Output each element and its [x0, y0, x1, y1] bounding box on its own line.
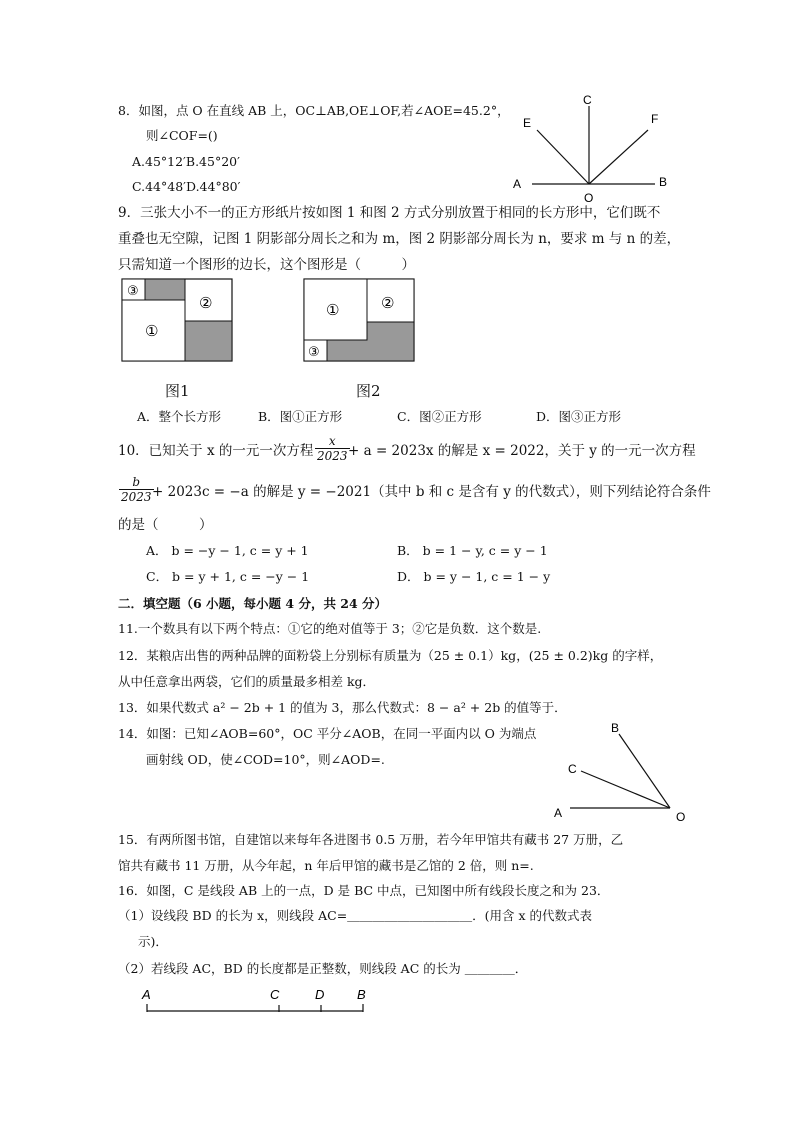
q9-figure-2: [302, 278, 416, 364]
q8-label-b: B: [659, 175, 668, 189]
q10-option-a: A． b = −y − 1, c = y + 1: [146, 543, 309, 558]
q14-label-o: O: [676, 810, 686, 824]
q8-angle-figure: [505, 88, 675, 208]
q14-line1: 14．如图：已知∠AOB=60°，OC 平分∠AOB，在同一平面内以 O 为端点: [118, 726, 537, 741]
q14-label-c: C: [568, 762, 577, 776]
q8-label-e: E: [523, 116, 532, 130]
q16-label-a: A: [142, 987, 151, 1002]
q10-fraction-1: [315, 434, 350, 463]
q9-line2: 重叠也无空隙，记图 1 阴影部分周长之和为 m，图 2 阴影部分周长为 n，要求 m 与 n 的差，: [118, 231, 681, 247]
q10-frac1-numerator: x: [315, 434, 350, 449]
q9-fig1-square-3: ③: [127, 283, 139, 298]
q9-fig1-square-1: ①: [145, 323, 159, 340]
q9-fig1-square-2: ②: [199, 295, 213, 312]
q10-frac1-denominator: 2023: [317, 449, 348, 463]
q14-label-a: A: [554, 806, 563, 820]
q9-fig2-caption: 图2: [356, 382, 381, 400]
q9-fig2-square-2: ②: [381, 295, 395, 312]
q8-options-cd: C.44°48′D.44°80′: [132, 179, 241, 194]
q8-label-a: A: [513, 177, 522, 191]
q11: 11.一个数具有以下两个特点：①它的绝对值等于 3；②它是负数．这个数是.: [118, 621, 542, 636]
q10-prefix: 10．已知关于 x 的一元一次方程: [118, 443, 314, 459]
q14-label-b: B: [611, 721, 620, 735]
q8-ask: 则∠COF=(): [146, 128, 218, 143]
q8-label-o: O: [584, 191, 594, 205]
q9-option-c: C．图②正方形: [397, 409, 482, 424]
q9-line3: 只需知道一个图形的边长，这个图形是（ ）: [118, 257, 415, 273]
q16-label-d: D: [315, 987, 325, 1002]
q14-line2: 画射线 OD，使∠COD=10°，则∠AOD=.: [146, 752, 385, 767]
q8-label-c: C: [583, 93, 592, 107]
section-2-heading: 二．填空题（6 小题，每小题 4 分，共 24 分）: [118, 596, 388, 611]
q8-options-ab: A.45°12′B.45°20′: [132, 154, 240, 169]
q10-option-b: B． b = 1 − y, c = y − 1: [397, 543, 548, 558]
q14-angle-figure: [548, 716, 698, 828]
q16-line1: 16．如图，C 是线段 AB 上的一点，D 是 BC 中点，已知图中所有线段长度之和为 23．: [118, 883, 610, 898]
q10-option-c: C． b = y + 1, c = −y − 1: [146, 569, 310, 584]
q10-option-d: D． b = y − 1, c = 1 − y: [397, 569, 551, 584]
q12-line1: 12．某粮店出售的两种品牌的面粉袋上分别标有质量为（25 ± 0.1）kg，(25 ± 0.2)kg 的字样，: [118, 648, 663, 663]
q16-label-b: B: [357, 987, 366, 1002]
q10-frac2-numerator: b: [119, 475, 154, 490]
q9-fig1-caption: 图1: [165, 382, 190, 400]
q9-option-d: D．图③正方形: [536, 409, 622, 424]
q9-fig2-square-3: ③: [308, 344, 320, 359]
q9-fig2-square-1: ①: [326, 302, 340, 319]
q9-option-a: A．整个长方形: [137, 409, 222, 424]
q9-option-b: B．图①正方形: [258, 409, 343, 424]
q16-line4: （2）若线段 AC，BD 的长度都是正整数，则线段 AC 的长为 ＿＿＿＿．: [118, 961, 528, 976]
q10-fraction-2: [119, 475, 154, 504]
q8-stem: 8．如图，点 O 在直线 AB 上，OC⊥AB,OE⊥OF,若∠AOE=45.2°，: [118, 103, 510, 118]
q10-line3: 的是（ ）: [118, 517, 213, 533]
q16-label-c: C: [270, 987, 280, 1002]
q9-figure-1: [120, 278, 234, 364]
q8-label-f: F: [651, 112, 659, 126]
q15-line1: 15．有两所图书馆，自建馆以来每年各进图书 0.5 万册，若今年甲馆共有藏书 27 万册，乙: [118, 832, 624, 847]
q15-line2: 馆共有藏书 11 万册，从今年起，n 年后甲馆的藏书是乙馆的 2 倍，则 n=.: [118, 858, 534, 873]
q10-middle-2: + 2023c = −a 的解是 y = −2021（其中 b 和 c 是含有 y 的代数式），则下列结论符合条件: [152, 484, 711, 500]
q10-frac2-denominator: 2023: [121, 490, 152, 504]
q16-line2: （1）设线段 BD 的长为 x，则线段 AC=＿＿＿＿＿＿＿＿＿＿．(用含 x 的代数式表: [118, 908, 593, 923]
q13: 13．如果代数式 a² − 2b + 1 的值为 3，那么代数式：8 − a² + 2b 的值等于．: [118, 700, 567, 715]
q10-middle-1: + a = 2023x 的解是 x = 2022，关于 y 的一元一次方程: [348, 443, 696, 459]
q9-line1: 9．三张大小不一的正方形纸片按如图 1 和图 2 方式分别放置于相同的长方形中，它们既不: [118, 205, 661, 221]
q12-line2: 从中任意拿出两袋，它们的质量最多相差 kg．: [118, 674, 376, 689]
q16-line3: 示)．: [138, 934, 168, 949]
q16-segment-figure: [136, 984, 376, 1020]
